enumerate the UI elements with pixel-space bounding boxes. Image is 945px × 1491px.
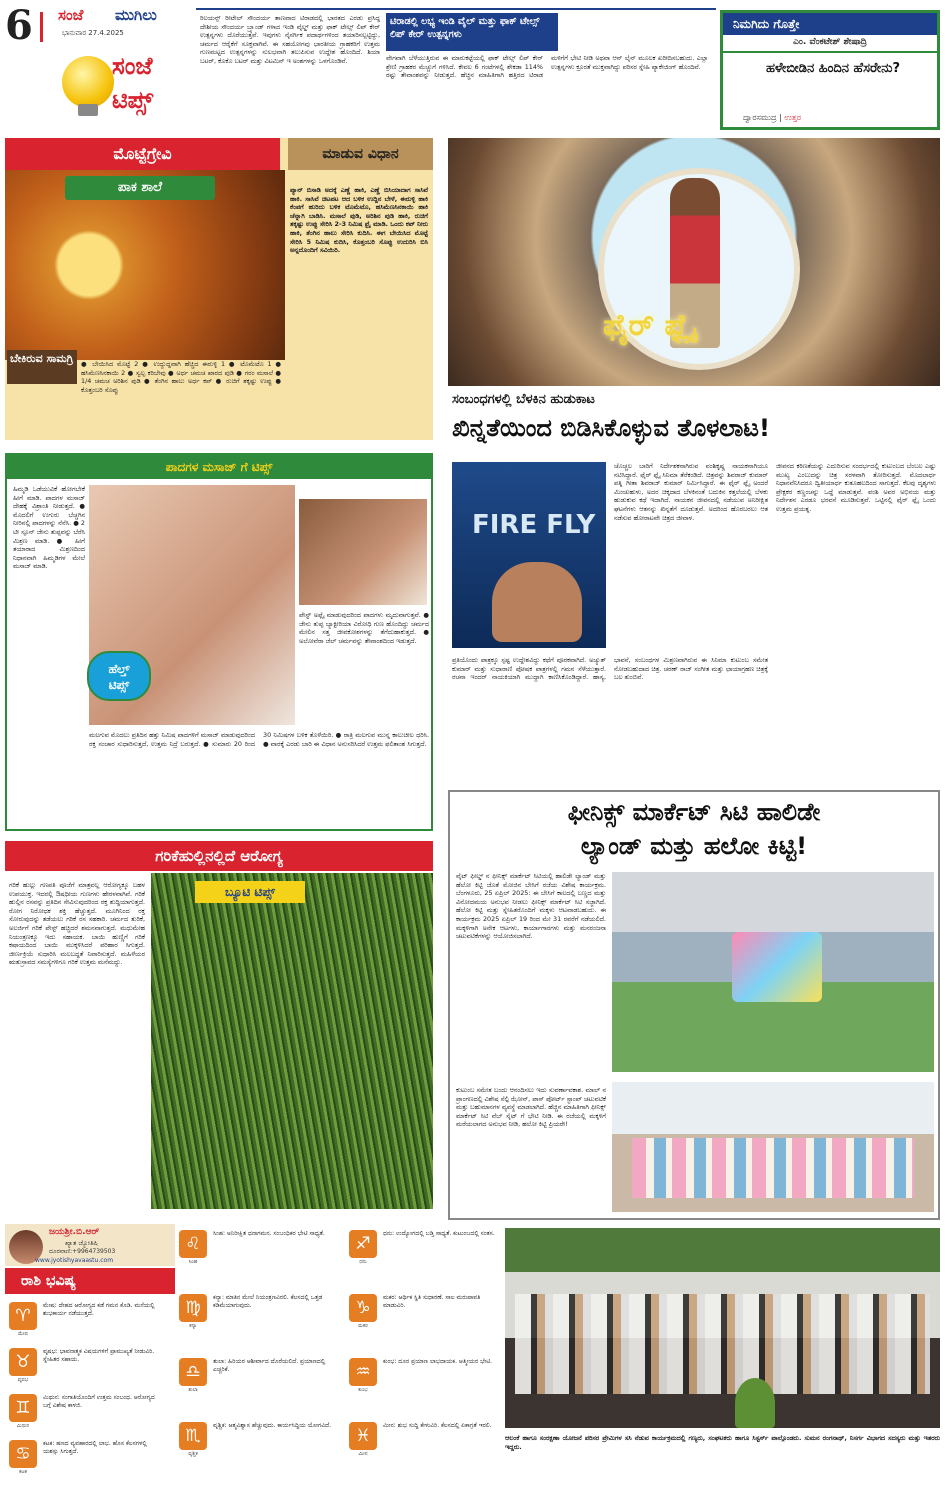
foot-intro: ಹಿಮ್ಮಡಿ ಒಡೆಯುವಿಕೆ ಹೋಗಬೇಕೆ ಹೀಗೆ ಮಾಡಿ. ಪಾದಗಳ ಮಸಾಜ್ ದೇಹಕ್ಕೆ ವಿಶ್ರಾಂತಿ ನೀಡುತ್ತದೆ. ● ಮೊದಲಿಗೆ ಉಗುರು ಬೆಚ್ಚಗಿನ ನೀರಿನಲ್ಲಿ ಪಾದಗಳನ್ನು ನೆನೆಸಿ. ● 2 ಟೀ ಸ್ಪೂನ್ ಜೇನು ತುಪ್ಪವನ್ನು ಬೆರೆಸಿ ಮಿಶ್ರಣ ಮಾಡಿ. ● ಹೀಗೆ ತಯಾರಾದ ಮಿಶ್ರಣದಿಂದ ನಿಧಾನವಾಗಿ ಹಿಮ್ಮಡಿಗಳ ಮೇಲೆ ಮಸಾಜ್ ಮಾಡಿ.: [13, 485, 85, 571]
zodiac-sign: [175, 1226, 337, 1288]
zodiac-glyph-icon: ♊: [9, 1394, 37, 1422]
brand-mugilu: ಮುಗಿಲು: [115, 6, 157, 24]
recipe-ingredients: ● ಬೇಯಿಸಿದ ಮೊಟ್ಟೆ 2 ● ಉದ್ದುದ್ದವಾಗಿ ಹೆಚ್ಚಿದ ಈರುಳ್ಳಿ 1 ● ಟೊಮೆಟೊ 1 ● ಹಸಿಮೆಣಸಿನಕಾಯಿ 2 ● ಸ್ವಲ್ಪ ಕರಿಬೇವು ● ಅರ್ಧ ಚಮಚ ಖಾರದ ಪುಡಿ ● ಗರಂ ಮಸಾಲೆ ● 1/4 ಚಮಚ ಅರಿಶಿನ ಪುಡಿ ● ತೆಂಗಿನ ಹಾಲು ಅರ್ಧ ಕಪ್ ● ರುಚಿಗೆ ತಕ್ಕಷ್ಟು ಉಪ್ಪು ● ಕೊತ್ತಂಬರಿ ಸೊಪ್ಪು: [81, 360, 281, 394]
zodiac-glyph-icon: ♋: [9, 1440, 37, 1468]
phoenix-body-1: ವೈಟ್ ಫೀಲ್ಡ್ ನ ಫೀನಿಕ್ಸ್ ಮಾರ್ಕೆಟ್ ಸಿಟಿಯಲ್ಲಿ ಹಾಲಿಡೇ ಲ್ಯಾಂಡ್ ಮತ್ತು ಹೆಲೋ ಕಿಟ್ಟಿ ಜೊತೆ ಮೋಜಿನ ಬೇಸಿಗೆ ರಜೆಯ ವಿಶೇಷ ಕಾರ್ಯಕ್ರಮ. ಬೆಂಗಳೂರು, 25 ಏಪ್ರಿಲ್ 2025: ಈ ಬೇಸಿಗೆ ಕಾಲದಲ್ಲಿ ಬಣ್ಣದ ಮತ್ತು ವಿನೋದಮಯ ಅನುಭವ ನೀಡಲು ಫೀನಿಕ್ಸ್ ಮಾರ್ಕೆಟ್ ಸಿಟಿ ಸಜ್ಜಾಗಿದೆ. ಹೆಲೋ ಕಿಟ್ಟಿ ಮತ್ತು ಸ್ನೇಹಿತರೊಂದಿಗೆ ಮಕ್ಕಳು ಆಟವಾಡಬಹುದು. ಈ ಕಾರ್ಯಕ್ರಮ 2025 ಏಪ್ರಿಲ್ 19 ರಿಂದ ಮೇ 31 ರವರೆಗೆ ನಡೆಯಲಿದೆ. ಮಕ್ಕಳಿಗಾಗಿ ಅನೇಕ ಆಟಗಳು, ಕಾರ್ಯಾಗಾರಗಳು ಮತ್ತು ಮನರಂಜನಾ ಚಟುವಟಿಕೆಗಳನ್ನು ಆಯೋಜಿಸಲಾಗಿದೆ.: [456, 872, 606, 941]
zodiac-glyph-icon: ♌: [179, 1230, 207, 1258]
recipe-method: ಪ್ಯಾನ್ ಬಿಸಾಡಿ ಅದಕ್ಕೆ ಎಣ್ಣೆ ಹಾಕಿ, ಎಣ್ಣೆ ಬಿಸಿಯಾದಾಗ ಸಾಸಿವೆ ಹಾಕಿ. ಸಾಸಿವೆ ಚಿಟಪಟ ಆದ ಬಳಿಕ ಉದ್ದಿನ ಬೇಳೆ, ಈರುಳ್ಳಿ ಹಾಕಿ ಕೆಂಪಗೆ ಹುರಿದು ಬಳಿಕ ಟೊಮೆಟೊ, ಹಸಿಮೆಣಸಿನಕಾಯಿ ಹಾಕಿ ಚೆನ್ನಾಗಿ ಬಾಡಿಸಿ. ಮಸಾಲೆ ಪುಡಿ, ಅರಿಶಿನ ಪುಡಿ ಹಾಕಿ, ರುಚಿಗೆ ತಕ್ಕಷ್ಟು ಉಪ್ಪು ಸೇರಿಸಿ 2-3 ನಿಮಿಷ ಫ್ರೈ ಮಾಡಿ. ಒಂದು ಕಪ್ ನೀರು ಹಾಕಿ, ತೆಂಗಿನ ಹಾಲು ಸೇರಿಸಿ ಕುದಿಸಿ. ಈಗ ಬೇಯಿಸಿದ ಮೊಟ್ಟೆ ಸೇರಿಸಿ 5 ನಿಮಿಷ ಕುದಿಸಿ, ಕೊತ್ತಂಬರಿ ಸೊಪ್ಪು ಉದುರಿಸಿ ಬಿಸಿ ಅನ್ನದೊಂದಿಗೆ ಸವಿಯಿರಿ.: [290, 186, 428, 255]
top-story-headline: ಟಿರಾಡಲ್ಲಿ ಲಭ್ಯ ಇಂಡಿ ವೈಲ್ ಮತ್ತು ಫಾಕ್ ಟೇಲ್ಸ್ ಲಿಪ್ ಕೇರ್ ಉತ್ಪನ್ನಗಳು: [386, 13, 558, 51]
massage-photo: [299, 499, 427, 605]
movie-headline-block: [448, 390, 940, 456]
zodiac-glyph-icon: ♐: [349, 1230, 377, 1258]
zodiac-sign-text: ಕನ್ಯಾ: ಮಾತಿನ ಮೇಲೆ ನಿಯಂತ್ರಣವಿರಲಿ. ಕೆಲಸದಲ್ಲಿ ಒತ್ತಡ ಕಡಿಮೆಯಾಗುವುದು.: [213, 1294, 323, 1310]
zodiac-sign-name: ಧನು: [359, 1259, 367, 1265]
health-tips-badge-line1: ಹೆಲ್ತ್: [108, 662, 130, 676]
section-sanje: ಸಂಜೆ: [112, 52, 153, 80]
event-caption: ಆಲಂಕೆ ಹಾಗೂ ಸಂರಕ್ಷಣಾ ಯೋಜನೆ ಪರಿಸರ ಪ್ರೇಮಿಗಳ ಸಸಿ ನೆಡುವ ಕಾರ್ಯಕ್ರಮದಲ್ಲಿ ಗಣ್ಯರು, ಸಂಘಟಕರು ಹಾಗೂ ಸಿಸ್ಟರ್ಸ್ ಪಾಲ್ಗೊಂಡರು. ಸುಮನ ರಂಗನಾಥ್, ನಿಸರ್ಗ ವಿಭಾಗದ ಸದಸ್ಯರು ಮತ್ತು ಇತರರು ಇದ್ದರು.: [505, 1434, 940, 1451]
quiz-answer-tag: ಉತ್ತರ: [784, 113, 801, 122]
event-photo: [505, 1228, 940, 1428]
zodiac-sign: [5, 1344, 167, 1390]
zodiac-sign: [345, 1418, 500, 1480]
foot-body-bottom: ಮಲಗುವ ಮೊದಲು ಪ್ರತಿದಿನ ಹತ್ತು ನಿಮಿಷ ಪಾದಗಳಿಗೆ ಮಸಾಜ್ ಮಾಡುವುದರಿಂದ ರಕ್ತ ಸಂಚಾರ ಸುಧಾರಿಸುತ್ತದೆ, ಉತ್ತಮ ನಿದ್ರೆ ಬರುತ್ತದೆ. ● ಸುಮಾರು 20 ರಿಂದ 30 ನಿಮಿಷಗಳ ಬಳಿಕ ತೊಳೆಯಿರಿ. ● ರಾತ್ರಿ ಮಲಗುವ ಮುನ್ನ ಕಾಲುಚೀಲ ಧರಿಸಿ. ● ವಾರಕ್ಕೆ ಎರಡು ಬಾರಿ ಈ ವಿಧಾನ ಅನುಸರಿಸಿದರೆ ಉತ್ತಮ ಫಲಿತಾಂಶ ಸಿಗುತ್ತದೆ.: [89, 731, 429, 748]
recipe-method-title: ಮಾಡುವ ವಿಧಾನ: [288, 138, 433, 170]
zodiac-sign-name: ಸಿಂಹ: [188, 1259, 198, 1265]
section-tips: ಟಿಪ್ಸ್: [112, 86, 154, 114]
zodiac-sign-name: ಮಿಥುನ: [16, 1423, 30, 1429]
zodiac-sign-text: ವೃಷಭ: ಭಾವನಾತ್ಮಕ ವಿಷಯಗಳಿಗೆ ಪ್ರಾಮುಖ್ಯತೆ ನೀಡುವಿರಿ. ಸ್ನೇಹಿತರ ಸಹಾಯ.: [43, 1348, 155, 1364]
astro-section: [5, 1224, 500, 1486]
zodiac-sign-name: ವೃಷಭ: [17, 1377, 29, 1383]
grass-photo: [151, 873, 433, 1209]
zodiac-sign-name: ತುಲಾ: [188, 1387, 198, 1393]
zodiac-sign: [175, 1354, 337, 1416]
zodiac-sign: [175, 1418, 337, 1480]
zodiac-sign: [345, 1290, 500, 1352]
phoenix-headline-2: ಲ್ಯಾಂಡ್ ಮತ್ತು ಹಲೋ ಕಿಟ್ಟಿ!: [580, 832, 808, 860]
zodiac-glyph-icon: ♏: [179, 1422, 207, 1450]
masthead: [0, 0, 195, 135]
zodiac-sign-text: ಮಿಥುನ: ಸಂಗಾತಿಯೊಂದಿಗೆ ಉತ್ತಮ ಸಂಬಂಧ. ಆರೋಗ್ಯದ ಬಗ್ಗೆ ವಿಶೇಷ ಕಾಳಜಿ.: [43, 1394, 155, 1410]
zodiac-glyph-icon: ♑: [349, 1294, 377, 1322]
foot-title: ಪಾದಗಳ ಮಸಾಜ್ ಗೆ ಟಿಪ್ಸ್: [7, 455, 431, 479]
zodiac-sign-name: ಮಕರ: [358, 1323, 368, 1329]
top-story-right-text: ವೇಗವಾಗಿ ಬೆಳೆಯುತ್ತಿರುವ ಈ ಮಾರುಕಟ್ಟೆಯಲ್ಲಿ ಫಾಕ್ ಟೇಲ್ಸ್ ಲಿಪ್ ಕೇರ್ ಶ್ರೇಣಿ ಗ್ರಾಹಕರ ಮೆಚ್ಚುಗೆ ಗಳಿಸಿದೆ. ಕೇವಲ 6 ಗಂಟೆಗಳಲ್ಲಿ ಶೇಕಡಾ 114% ರಷ್ಟು ತೇವಾಂಶವನ್ನು ನೀಡುತ್ತದೆ. ಹೆಚ್ಚಿನ ಮಾಹಿತಿಗಾಗಿ ಹತ್ತಿರದ ಟಿರಾಡ ಮಳಿಗೆಗೆ ಭೇಟಿ ನೀಡಿ ಅಥವಾ ಆನ್ ಲೈನ್ ಮೂಲಕ ಖರೀದಿಸಬಹುದು. ಎಲ್ಲಾ ಉತ್ಪನ್ನಗಳು ಕ್ರೂರತೆ ಮುಕ್ತವಾಗಿದ್ದು ಪರಿಸರ ಸ್ನೇಹಿ ಪ್ಯಾಕೇಜಿಂಗ್ ಹೊಂದಿವೆ.: [386, 54, 708, 80]
quiz-answer: ದ್ವಾರಸಮುದ್ರ: [743, 113, 777, 122]
movie-article: [448, 460, 940, 780]
zodiac-glyph-icon: ♍: [179, 1294, 207, 1322]
top-story: [196, 8, 716, 132]
kids-photo: [612, 1082, 934, 1212]
movie-body-1: ಚೊಚ್ಚಲ ಬಾರಿಗೆ ನಿರ್ದೇಶಕನಾಗಿರುವ ವಂಶಿಕೃಷ್ಣ ನಾಯಕನಾಗಿಯೂ ನಟಿಸಿದ್ದಾರೆ. ಫೈರ್ ಫ್ಲೈ ಸಿನಿಮಾ ತೆರೆಕಂಡಿದೆ. ಚಿತ್ರವನ್ನು ಶಿವರಾಜ್ ಕುಮಾರ್ ಪತ್ನಿ ಗೀತಾ ಶಿವರಾಜ್ ಕುಮಾರ್ ನಿರ್ಮಿಸಿದ್ದಾರೆ. ಈ ಫೈರ್ ಫ್ಲೈ ಅಂದರೆ ಮಿಂಚುಹುಳು, ಅದರ ಚಿಕ್ಕದಾದ ಬೆಳಕಿನಂತೆ ಬದುಕಿನ ಕತ್ತಲೆಯಲ್ಲಿ ಬೆಳಕು ಹುಡುಕುವ ಕಥೆ ಇದಾಗಿದೆ. ನಾಯಕನ ಜೀವನದಲ್ಲಿ ನಡೆಯುವ ಅನಿರೀಕ್ಷಿತ ಘಟನೆಗಳು ಆತನನ್ನು ಖಿನ್ನತೆಗೆ ದೂಡುತ್ತವೆ. ಅದರಿಂದ ಹೊರಬರಲು ಆತ ನಡೆಸುವ ಹೋರಾಟವೇ ಚಿತ್ರದ ಜೀವಾಳ.: [614, 462, 768, 522]
zodiac-sign-text: ಕಟಕ: ಹಣದ ವ್ಯವಹಾರದಲ್ಲಿ ಲಾಭ. ಹೊಸ ಕೆಲಸಗಳಲ್ಲಿ ಯಶಸ್ಸು ಸಿಗುತ್ತದೆ.: [43, 1440, 147, 1456]
quiz-question: ಹಳೇಬೀಡಿನ ಹಿಂದಿನ ಹೆಸರೇನು?: [765, 61, 901, 76]
movie-poster-title: ಫೈರ್ ಫ್ಲೈ: [603, 308, 694, 343]
zodiac-sign-name: ಕುಂಭ: [358, 1387, 368, 1393]
zodiac-sign: [5, 1390, 167, 1436]
phoenix-section: [448, 790, 940, 1220]
health-tips-badge-line2: ಟಿಪ್ಸ್: [108, 678, 130, 692]
zodiac-sign-name: ಕಟಕ: [19, 1469, 27, 1475]
phoenix-headline-1: ಫೀನಿಕ್ಸ್ ಮಾರ್ಕೆಟ್ ಸಿಟಿ ಹಾಲಿಡೇ: [567, 798, 821, 826]
holiday-land-photo: [612, 872, 934, 1072]
zodiac-sign-text: ಮೀನ: ಶುಭ ಸುದ್ದಿ ಕೇಳುವಿರಿ. ಕೆಲಸದಲ್ಲಿ ಏಕಾಗ್ರತೆ ಇರಲಿ.: [383, 1422, 492, 1429]
event-section: [505, 1228, 940, 1486]
zodiac-sign-text: ವೃಶ್ಚಿಕ: ಆತ್ಮವಿಶ್ವಾಸ ಹೆಚ್ಚುವುದು. ಕಾರ್ಯಸಿದ್ಧಿಯ ಯೋಗವಿದೆ.: [213, 1422, 332, 1429]
foot-body-right: ಪೇಸ್ಟ್ ಅಪ್ಲೈ ಮಾಡುವುದರಿಂದ ಪಾದಗಳು ಮೃದುವಾಗುತ್ತವೆ. ● ಜೇನು ತುಪ್ಪ ಬ್ಯಾಕ್ಟೀರಿಯಾ ವಿರೋಧಿ ಗುಣ ಹೊಂದಿದ್ದು ಚರ್ಮದ ಮೇಲಿನ ಸತ್ತ ಜೀವಕೋಶಗಳನ್ನು ತೆಗೆದುಹಾಕುತ್ತದೆ. ● ಅಲೋವೆರಾ ಜೆಲ್ ಚರ್ಮವನ್ನು ತೇವಾಂಶದಿಂದ ಇಡುತ್ತದೆ.: [299, 611, 429, 645]
zodiac-sign-name: ಮೇಷ: [18, 1331, 28, 1337]
recipe-section: [5, 138, 433, 440]
recipe-kitchen-label: ಪಾಕ ಶಾಲೆ: [65, 176, 215, 200]
grass-body: ಗರಿಕೆ ಹುಲ್ಲು ಗಣಪತಿ ಪೂಜೆಗೆ ಮಾತ್ರವಲ್ಲ ಆರೋಗ್ಯಕ್ಕೂ ಬಹಳ ಉಪಯುಕ್ತ. ಇದರಲ್ಲಿ ಔಷಧೀಯ ಗುಣಗಳು ಹೇರಳವಾಗಿವೆ. ಗರಿಕೆ ಹುಲ್ಲಿನ ರಸವನ್ನು ಪ್ರತಿದಿನ ಸೇವಿಸುವುದರಿಂದ ರಕ್ತ ಶುದ್ಧಿಯಾಗುತ್ತದೆ. ರೋಗ ನಿರೋಧಕ ಶಕ್ತಿ ಹೆಚ್ಚುತ್ತದೆ. ಮೂಗಿನಿಂದ ರಕ್ತ ಸೋರುವುದನ್ನು ತಡೆಯಲು ಗರಿಕೆ ರಸ ಸಹಕಾರಿ. ಚರ್ಮದ ತುರಿಕೆ, ಅಲರ್ಜಿಗೆ ಗರಿಕೆ ಪೇಸ್ಟ್ ಹಚ್ಚಿದರೆ ಶಮನವಾಗುತ್ತದೆ. ಮಧುಮೇಹ ನಿಯಂತ್ರಣಕ್ಕೂ ಇದು ಸಹಾಯಕ. ಬಾಯಿ ಹುಣ್ಣಿಗೆ ಗರಿಕೆ ಕಷಾಯದಿಂದ ಬಾಯಿ ಮುಕ್ಕಳಿಸಿದರೆ ಪರಿಹಾರ ಸಿಗುತ್ತದೆ. ಜೀರ್ಣಕ್ರಿಯೆ ಸುಧಾರಿಸಿ ಮಲಬದ್ಧತೆ ನಿವಾರಿಸುತ್ತದೆ. ಮಹಿಳೆಯರ ಋತುಸ್ರಾವದ ಸಮಸ್ಯೆಗಳಿಗೂ ಗರಿಕೆ ಉತ್ತಮ ಮನೆಮದ್ದು.: [9, 881, 145, 967]
movie-kicker: ಸಂಬಂಧಗಳಲ್ಲಿ ಬೆಳಕಿನ ಹುಡುಕಾಟ: [452, 392, 595, 407]
zodiac-sign: [5, 1436, 167, 1482]
astrologer-site: www.jyotishyavaastu.com: [35, 1257, 114, 1264]
zodiac-sign-name: ಮೀನ: [358, 1451, 368, 1457]
bulb-icon: [62, 56, 114, 108]
movie-body-2: ಪ್ರತಿಯೊಂದು ಪಾತ್ರಕ್ಕೂ ಸ್ಪಷ್ಟ ಉದ್ದೇಶವಿದ್ದು ಕಥೆಗೆ ಪೂರಕವಾಗಿದೆ. ಅಚ್ಯುತ್ ಕುಮಾರ್ ಮತ್ತು ಸುಧಾರಾಣಿ ಪೋಷಕ ಪಾತ್ರಗಳಲ್ಲಿ ಗಮನ ಸೆಳೆಯುತ್ತಾರೆ. ರಚನಾ ಇಂದರ್ ನಾಯಕಿಯಾಗಿ ಮುದ್ದಾಗಿ ಕಾಣಿಸಿಕೊಂಡಿದ್ದಾರೆ. ಹಾಸ್ಯ, ಭಾವನೆ, ಸಂಬಂಧಗಳ ಮಿಶ್ರಣವಾಗಿರುವ ಈ ಸಿನಿಮಾ ಕುಟುಂಬ ಸಮೇತ ನೋಡಬಹುದಾದ ಚಿತ್ರ. ಚರಣ್ ರಾಜ್ ಸಂಗೀತ ಮತ್ತು ಛಾಯಾಗ್ರಹಣ ಚಿತ್ರಕ್ಕೆ ಬಲ ತುಂಬಿವೆ.: [452, 656, 768, 682]
movie-headline: ಖಿನ್ನತೆಯಿಂದ ಬಿಡಿಸಿಕೊಳ್ಳುವ ತೊಳಲಾಟ!: [452, 414, 770, 442]
page-number: 6: [5, 2, 33, 49]
zodiac-glyph-icon: ♉: [9, 1348, 37, 1376]
zodiac-glyph-icon: ♒: [349, 1358, 377, 1386]
zodiac-sign-text: ಮೇಷ: ದೇಹದ ಆರೋಗ್ಯದ ಕಡೆ ಗಮನ ಕೊಡಿ. ಮನೆಯಲ್ಲಿ ಶುಭಕಾರ್ಯ ನಡೆಯುತ್ತದೆ.: [43, 1302, 155, 1318]
recipe-dish-title: ಮೊಟ್ಟೆಗ್ರೇವಿ: [5, 138, 280, 170]
astrologer-phone: ದೂರವಾಣಿ:+9964739503: [49, 1248, 116, 1255]
foot-section: [5, 453, 433, 831]
zodiac-sign-name: ಕನ್ಯಾ: [189, 1323, 197, 1329]
zodiac-sign: [5, 1298, 167, 1344]
zodiac-sign: [345, 1226, 500, 1288]
zodiac-sign-text: ಧನು: ಉದ್ಯೋಗದಲ್ಲಿ ಬಡ್ತಿ ಸಾಧ್ಯತೆ. ಕುಟುಂಬದಲ್ಲಿ ಸಂತಸ.: [383, 1230, 495, 1237]
zodiac-sign-text: ಸಿಂಹ: ಅನಿರೀಕ್ಷಿತ ಧನಾಗಮನ. ಸಂಬಂಧಿಕರ ಭೇಟಿ ಸಾಧ್ಯತೆ.: [213, 1230, 325, 1237]
health-tips-badge: [87, 651, 151, 701]
top-story-left-text: ರಿಲಯನ್ಸ್ ರೀಟೇಲ್ ಸೌಂದರ್ಯ ತಾಣವಾದ ಟಿರಾಡದಲ್ಲಿ ಭಾರತದ ಎರಡು ಪ್ರಸಿದ್ಧ ದೇಶೀಯ ಸೌಂದರ್ಯ ಬ್ರ್ಯಾಂಡ್ ಗಳಾದ ಇಂಡಿ ವೈಲ್ಡ್ ಮತ್ತು ಫಾಕ್ ಟೇಲ್ಸ್ ಲಿಪ್ ಕೇರ್ ಉತ್ಪನ್ನಗಳು ದೊರೆಯುತ್ತವೆ. ಇವುಗಳು ನೈಸರ್ಗಿಕ ಪದಾರ್ಥಗಳಿಂದ ತಯಾರಿಸಲ್ಪಟ್ಟಿದ್ದು, ಚರ್ಮದ ಆರೈಕೆಗೆ ಸೂಕ್ತವಾಗಿವೆ. ಈ ಸಹಯೋಗವು ಭಾರತೀಯ ಗ್ರಾಹಕರಿಗೆ ಉತ್ತಮ ಗುಣಮಟ್ಟದ ಉತ್ಪನ್ನಗಳನ್ನು ಸುಲಭವಾಗಿ ತಲುಪಿಸುವ ಉದ್ದೇಶ ಹೊಂದಿದೆ. ಶಿಯಾ ಬಟರ್, ಕೊಕೊ ಬಟರ್ ಮತ್ತು ವಿಟಮಿನ್ ಇ ಅಂಶಗಳನ್ನು ಒಳಗೊಂಡಿವೆ.: [200, 14, 380, 65]
phoenix-body-2: ಕುಟುಂಬ ಸಮೇತ ಬಂದು ಆನಂದಿಸಲು ಇದು ಸುವರ್ಣಾವಕಾಶ. ಮಾಲ್ ನ ಪ್ರಾಂಗಣದಲ್ಲಿ ವಿಶೇಷ ಸೆಲ್ಫಿ ಝೋನ್, ಪಾಸ್ ಪೋರ್ಟ್ ಸ್ಟಾಂಪ್ ಚಟುವಟಿಕೆ ಮತ್ತು ಬಹುಮಾನಗಳ ವ್ಯವಸ್ಥೆ ಮಾಡಲಾಗಿದೆ. ಹೆಚ್ಚಿನ ಮಾಹಿತಿಗಾಗಿ ಫೀನಿಕ್ಸ್ ಮಾರ್ಕೆಟ್ ಸಿಟಿ ವೆಬ್ ಸೈಟ್ ಗೆ ಭೇಟಿ ನೀಡಿ. ಈ ರಜೆಯಲ್ಲಿ ಮಕ್ಕಳಿಗೆ ಮರೆಯಲಾಗದ ಅನುಭವ ನೀಡಿ, ಹಲೋ ಕಿಟ್ಟಿ ಪ್ರಿಯರೇ!: [456, 1086, 606, 1129]
zodiac-glyph-icon: ♈: [9, 1302, 37, 1330]
movie-body-3: ಜೀವನದ ಕಠಿಣತೆಯನ್ನು ಎದುರಿಸುವ ಸಂದರ್ಭದಲ್ಲಿ ಕುಟುಂಬದ ಬೆಂಬಲ ಎಷ್ಟು ಮುಖ್ಯ ಎಂಬುದನ್ನು ಚಿತ್ರ ಸರಳವಾಗಿ ತೋರಿಸುತ್ತದೆ. ಮೊದಲಾರ್ಧ ನಿಧಾನವೆನಿಸಿದರೂ ದ್ವಿತೀಯಾರ್ಧ ಕುತೂಹಲದಿಂದ ಸಾಗುತ್ತದೆ. ಕೆಲವು ದೃಶ್ಯಗಳು ಪ್ರೇಕ್ಷಕರ ಕಣ್ಣಂಚನ್ನು ಒದ್ದೆ ಮಾಡುತ್ತವೆ. ವಂಶಿ ಅವರ ಅಭಿನಯ ಮತ್ತು ನಿರ್ದೇಶನ ಎರಡೂ ಭರವಸೆ ಮೂಡಿಸುತ್ತವೆ. ಒಟ್ಟಿನಲ್ಲಿ ಫೈರ್ ಫ್ಲೈ ಒಂದು ಉತ್ತಮ ಪ್ರಯತ್ನ.: [776, 462, 936, 513]
grass-title: ಗರಿಕೆಹುಲ್ಲಿನಲ್ಲಿದೆ ಆರೋಗ್ಯ: [5, 841, 433, 871]
brand-sanje: ಸಂಜೆ: [58, 6, 84, 24]
movie-poster: [448, 138, 940, 386]
quiz-author: ಎಂ. ವೆಂಕಟೇಶ್ ಶೇಷಾದ್ರಿ: [793, 37, 867, 47]
zodiac-sign: [345, 1354, 500, 1416]
zodiac-sign-text: ಕುಂಭ: ದೂರ ಪ್ರಯಾಣ ಲಾಭದಾಯಕ. ಆತ್ಮೀಯರ ಭೇಟಿ.: [383, 1358, 493, 1365]
zodiac-sign-text: ಮಕರ: ಆರ್ಥಿಕ ಸ್ಥಿತಿ ಸುಧಾರಣೆ. ಸಾಲ ಮರುಪಾವತಿ ಮಾಡುವಿರಿ.: [383, 1294, 481, 1310]
zodiac-sign: [175, 1290, 337, 1352]
quiz-title: ನಿಮಗಿದು ಗೊತ್ತೇ: [723, 13, 937, 35]
recipe-ingredients-title: ಬೇಕಿರುವ ಸಾಮಗ್ರಿ: [7, 350, 77, 384]
astrologer-name: ಜಯಶ್ರೀ.ಬಿ.ಆರ್: [49, 1227, 100, 1237]
date-line: ಭಾನುವಾರ 27.4.2025: [62, 29, 124, 37]
zodiac-glyph-icon: ♓: [349, 1422, 377, 1450]
zodiac-glyph-icon: ♎: [179, 1358, 207, 1386]
astro-title: ರಾಶಿ ಭವಿಷ್ಯ: [5, 1268, 175, 1294]
movie-poster-small: [452, 462, 606, 648]
zodiac-sign-name: ವೃಶ್ಚಿಕ: [188, 1451, 198, 1457]
zodiac-sign-text: ತುಲಾ: ಹಿರಿಯರ ಆಶೀರ್ವಾದ ದೊರೆಯಲಿದೆ. ಪ್ರಯಾಣದಲ್ಲಿ ಎಚ್ಚರಿಕೆ.: [213, 1358, 326, 1374]
quiz-box: ನಿಮಗಿದು ಗೊತ್ತೇ ಎಂ. ವೆಂಕಟೇಶ್ ಶೇಷಾದ್ರಿ ಹಳೇಬೀಡಿನ ಹಿಂದಿನ ಹೆಸರೇನು? ದ್ವಾರಸಮುದ್ರ | ಉತ್ತರ: [720, 10, 940, 130]
grass-section: [5, 841, 433, 1213]
beauty-tips-label: ಬ್ಯೂಟಿ ಟಿಪ್ಸ್: [195, 881, 305, 903]
astrologer-role: ಖ್ಯಾತ ಜ್ಯೋತಿಷಿ: [65, 1239, 98, 1247]
movie-poster-small-title: FIRE FLY: [472, 510, 596, 540]
